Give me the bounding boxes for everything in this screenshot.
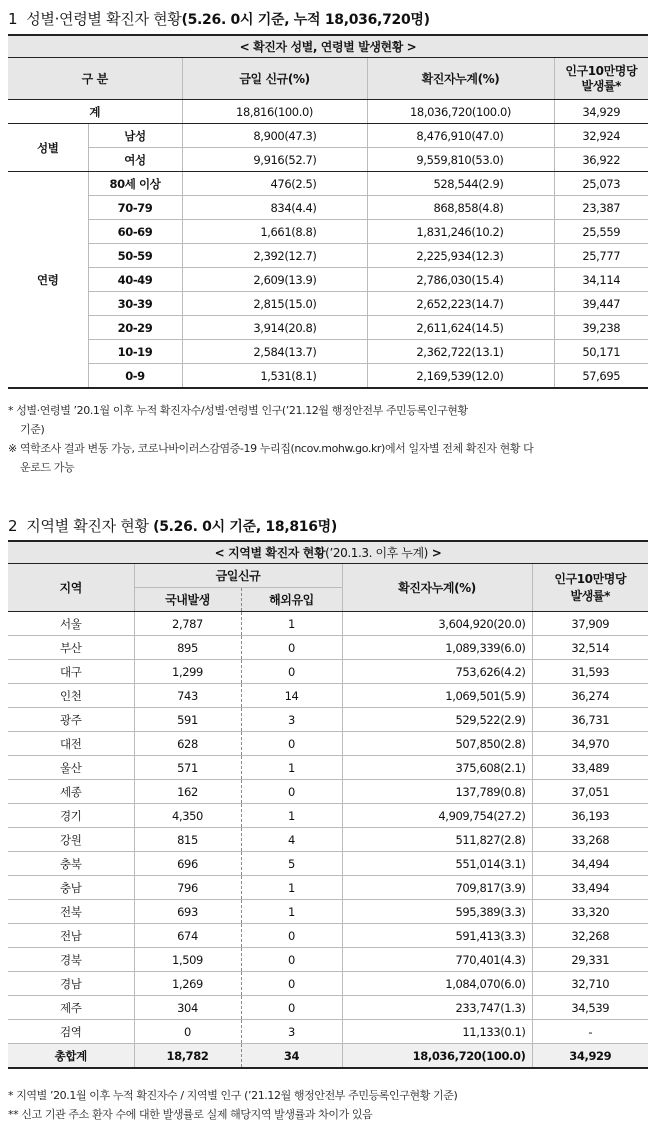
row-rate: -: [532, 1020, 648, 1044]
header-cumulative: 확진자누계(%): [342, 564, 532, 612]
row-cumulative: 11,133(0.1): [342, 1020, 532, 1044]
row-new: 2,815(15.0): [182, 292, 367, 316]
table-row: [8, 828, 648, 852]
row-cumulative: 1,084,070(6.0): [342, 972, 532, 996]
row-overseas: 1: [241, 756, 342, 780]
table-row: [8, 756, 648, 780]
row-cum: 2,169,539(12.0): [367, 364, 554, 389]
row-cum: 868,858(4.8): [367, 196, 554, 220]
total-region: 총합계: [8, 1044, 134, 1069]
table-row: [8, 972, 648, 996]
table-row: [8, 196, 648, 220]
row-new: 1,661(8.8): [182, 220, 367, 244]
header-overseas: 해외유입: [241, 588, 342, 612]
section1-heading: [8, 8, 430, 29]
table-row: [8, 364, 648, 389]
row-label: 남성: [88, 124, 182, 148]
section2-title: 지역별 확진자 현황: [26, 517, 149, 535]
row-domestic: 696: [134, 852, 241, 876]
row-cum: 2,225,934(12.3): [367, 244, 554, 268]
table-row: [8, 660, 648, 684]
row-label: 여성: [88, 148, 182, 172]
row-rate: 36,922: [554, 148, 648, 172]
header-domestic: 국내발생: [134, 588, 241, 612]
table-row: [8, 876, 648, 900]
row-cum: 9,559,810(53.0): [367, 148, 554, 172]
row-region: 서울: [8, 612, 134, 636]
row-domestic: 591: [134, 708, 241, 732]
row-domestic: 628: [134, 732, 241, 756]
row-rate: 25,777: [554, 244, 648, 268]
row-cum: 2,652,223(14.7): [367, 292, 554, 316]
table-row: [8, 244, 648, 268]
section2-number: 2: [8, 517, 18, 535]
row-region: 충북: [8, 852, 134, 876]
row-label: 60-69: [88, 220, 182, 244]
row-new: 8,900(47.3): [182, 124, 367, 148]
total-cumulative: 18,036,720(100.0): [342, 1044, 532, 1069]
total-overseas: 34: [241, 1044, 342, 1069]
row-rate: 25,073: [554, 172, 648, 196]
row-cumulative: 507,850(2.8): [342, 732, 532, 756]
row-rate: 31,593: [532, 660, 648, 684]
header-rate: 인구10만명당 발생률*: [554, 58, 648, 100]
row-overseas: 1: [241, 612, 342, 636]
row-cumulative: 137,789(0.8): [342, 780, 532, 804]
group-label-sex: 성별: [8, 124, 88, 172]
table1-caption: < 확진자 성별, 연령별 발생현황 >: [8, 35, 648, 58]
row-domestic: 796: [134, 876, 241, 900]
row-label: 80세 이상: [88, 172, 182, 196]
row-cumulative: 709,817(3.9): [342, 876, 532, 900]
row-region: 울산: [8, 756, 134, 780]
table-row: [8, 220, 648, 244]
row-rate: 39,447: [554, 292, 648, 316]
row-rate: 32,268: [532, 924, 648, 948]
row-domestic: 1,509: [134, 948, 241, 972]
row-domestic: 674: [134, 924, 241, 948]
row-rate: 32,924: [554, 124, 648, 148]
row-new: 834(4.4): [182, 196, 367, 220]
row-cumulative: 591,413(3.3): [342, 924, 532, 948]
row-cum: 2,362,722(13.1): [367, 340, 554, 364]
total-cum: 18,036,720(100.0): [367, 100, 554, 124]
row-label: 50-59: [88, 244, 182, 268]
row-cumulative: 753,626(4.2): [342, 660, 532, 684]
row-label: 10-19: [88, 340, 182, 364]
row-rate: 32,710: [532, 972, 648, 996]
row-region: 세종: [8, 780, 134, 804]
region-table: [8, 540, 648, 1069]
section2-basis: (5.26. 0시 기준, 18,816명): [153, 519, 337, 535]
note-line: * 지역별 ’20.1월 이후 누적 확진자수 / 지역별 인구 (’21.12월 행정안전부 주민등록인구현황 기준): [8, 1089, 458, 1102]
section1-notes: [8, 401, 533, 477]
row-region: 인천: [8, 684, 134, 708]
total-rate: 34,929: [554, 100, 648, 124]
table-row: [8, 292, 648, 316]
total-domestic: 18,782: [134, 1044, 241, 1069]
total-label: 계: [8, 100, 182, 124]
row-overseas: 4: [241, 828, 342, 852]
row-label: 30-39: [88, 292, 182, 316]
row-region: 광주: [8, 708, 134, 732]
row-region: 제주: [8, 996, 134, 1020]
section2-notes: [8, 1086, 457, 1124]
row-cum: 2,786,030(15.4): [367, 268, 554, 292]
table-row: [8, 636, 648, 660]
table-row: [8, 852, 648, 876]
sex-age-table: [8, 34, 648, 389]
row-rate: 32,514: [532, 636, 648, 660]
header-cumulative: 확진자누계(%): [367, 58, 554, 100]
row-domestic: 693: [134, 900, 241, 924]
row-rate: 36,731: [532, 708, 648, 732]
table-row: [8, 708, 648, 732]
row-region: 전남: [8, 924, 134, 948]
note-line: 기준): [20, 423, 45, 436]
row-domestic: 2,787: [134, 612, 241, 636]
row-rate: 33,320: [532, 900, 648, 924]
row-domestic: 895: [134, 636, 241, 660]
row-cumulative: 4,909,754(27.2): [342, 804, 532, 828]
row-new: 3,914(20.8): [182, 316, 367, 340]
header-category: 구 분: [8, 58, 182, 100]
row-overseas: 3: [241, 708, 342, 732]
note-line: 운로드 가능: [20, 461, 75, 474]
row-region: 검역: [8, 1020, 134, 1044]
row-region: 대전: [8, 732, 134, 756]
row-region: 강원: [8, 828, 134, 852]
section2-heading: [8, 515, 337, 536]
row-domestic: 1,299: [134, 660, 241, 684]
section1-basis: (5.26. 0시 기준, 누적 18,036,720명): [181, 12, 430, 28]
row-rate: 29,331: [532, 948, 648, 972]
row-region: 전북: [8, 900, 134, 924]
row-cumulative: 551,014(3.1): [342, 852, 532, 876]
table-row: [8, 1020, 648, 1044]
row-overseas: 3: [241, 1020, 342, 1044]
row-region: 대구: [8, 660, 134, 684]
row-overseas: 0: [241, 732, 342, 756]
row-rate: 34,114: [554, 268, 648, 292]
row-cumulative: 595,389(3.3): [342, 900, 532, 924]
row-cumulative: 529,522(2.9): [342, 708, 532, 732]
row-region: 경북: [8, 948, 134, 972]
table-row: [8, 124, 648, 148]
row-rate: 34,539: [532, 996, 648, 1020]
row-overseas: 0: [241, 948, 342, 972]
row-overseas: 5: [241, 852, 342, 876]
row-cum: 8,476,910(47.0): [367, 124, 554, 148]
table-row: [8, 612, 648, 636]
row-domestic: 743: [134, 684, 241, 708]
row-domestic: 1,269: [134, 972, 241, 996]
row-rate: 33,268: [532, 828, 648, 852]
row-overseas: 1: [241, 900, 342, 924]
row-rate: 36,274: [532, 684, 648, 708]
note-line: ※ 역학조사 결과 변동 가능, 코로나바이러스감염증-19 누리집(ncov.mohw.go.kr)에서 일자별 전체 확진자 현황 다: [8, 442, 534, 455]
row-new: 1,531(8.1): [182, 364, 367, 389]
row-rate: 39,238: [554, 316, 648, 340]
row-new: 2,609(13.9): [182, 268, 367, 292]
row-new: 9,916(52.7): [182, 148, 367, 172]
row-overseas: 0: [241, 924, 342, 948]
row-new: 476(2.5): [182, 172, 367, 196]
note-line: * 성별·연령별 ’20.1월 이후 누적 확진자수/성별·연령별 인구(’21.12월 행정안전부 주민등록인구현황: [8, 404, 468, 417]
row-domestic: 304: [134, 996, 241, 1020]
row-rate: 37,909: [532, 612, 648, 636]
group-label-age: 연령: [8, 172, 88, 389]
row-domestic: 571: [134, 756, 241, 780]
row-cumulative: 511,827(2.8): [342, 828, 532, 852]
row-overseas: 0: [241, 660, 342, 684]
row-overseas: 0: [241, 972, 342, 996]
row-overseas: 0: [241, 636, 342, 660]
table-row: [8, 684, 648, 708]
row-label: 70-79: [88, 196, 182, 220]
row-rate: 34,494: [532, 852, 648, 876]
row-domestic: 815: [134, 828, 241, 852]
row-domestic: 162: [134, 780, 241, 804]
row-region: 경기: [8, 804, 134, 828]
row-label: 0-9: [88, 364, 182, 389]
row-rate: 50,171: [554, 340, 648, 364]
header-today: 금일신규: [134, 564, 342, 588]
table-row: [8, 340, 648, 364]
row-cumulative: 1,069,501(5.9): [342, 684, 532, 708]
table-row: [8, 316, 648, 340]
table2-caption: < 지역별 확진자 현황(’20.1.3. 이후 누계) >: [8, 541, 648, 564]
table-row: [8, 780, 648, 804]
row-overseas: 0: [241, 996, 342, 1020]
table-row: [8, 268, 648, 292]
total-new: 18,816(100.0): [182, 100, 367, 124]
row-overseas: 1: [241, 876, 342, 900]
row-region: 경남: [8, 972, 134, 996]
table-row: [8, 148, 648, 172]
row-rate: 25,559: [554, 220, 648, 244]
row-overseas: 1: [241, 804, 342, 828]
row-cum: 2,611,624(14.5): [367, 316, 554, 340]
row-region: 충남: [8, 876, 134, 900]
header-new: 금일 신규(%): [182, 58, 367, 100]
row-domestic: 0: [134, 1020, 241, 1044]
row-overseas: 14: [241, 684, 342, 708]
row-rate: 36,193: [532, 804, 648, 828]
note-line: ** 신고 기관 주소 환자 수에 대한 발생률로 실제 해당지역 발생률과 차이가 있음: [8, 1108, 373, 1121]
section1-title: 성별·연령별 확진자 현황: [26, 10, 182, 28]
row-rate: 34,970: [532, 732, 648, 756]
row-overseas: 0: [241, 780, 342, 804]
table-row: [8, 172, 648, 196]
row-cumulative: 233,747(1.3): [342, 996, 532, 1020]
table-row: [8, 924, 648, 948]
row-cumulative: 3,604,920(20.0): [342, 612, 532, 636]
row-cumulative: 770,401(4.3): [342, 948, 532, 972]
row-cumulative: 1,089,339(6.0): [342, 636, 532, 660]
total-rate: 34,929: [532, 1044, 648, 1069]
row-label: 20-29: [88, 316, 182, 340]
row-cum: 528,544(2.9): [367, 172, 554, 196]
table-row: [8, 732, 648, 756]
table-row: [8, 996, 648, 1020]
row-label: 40-49: [88, 268, 182, 292]
row-domestic: 4,350: [134, 804, 241, 828]
header-region: 지역: [8, 564, 134, 612]
table-row: [8, 948, 648, 972]
row-rate: 37,051: [532, 780, 648, 804]
row-rate: 33,489: [532, 756, 648, 780]
header-rate: 인구10만명당 발생률*: [532, 564, 648, 612]
row-new: 2,584(13.7): [182, 340, 367, 364]
row-region: 부산: [8, 636, 134, 660]
row-cum: 1,831,246(10.2): [367, 220, 554, 244]
row-new: 2,392(12.7): [182, 244, 367, 268]
row-rate: 57,695: [554, 364, 648, 389]
row-cumulative: 375,608(2.1): [342, 756, 532, 780]
table-row: [8, 804, 648, 828]
row-rate: 23,387: [554, 196, 648, 220]
table-row: [8, 900, 648, 924]
row-rate: 33,494: [532, 876, 648, 900]
section1-number: 1: [8, 10, 18, 28]
